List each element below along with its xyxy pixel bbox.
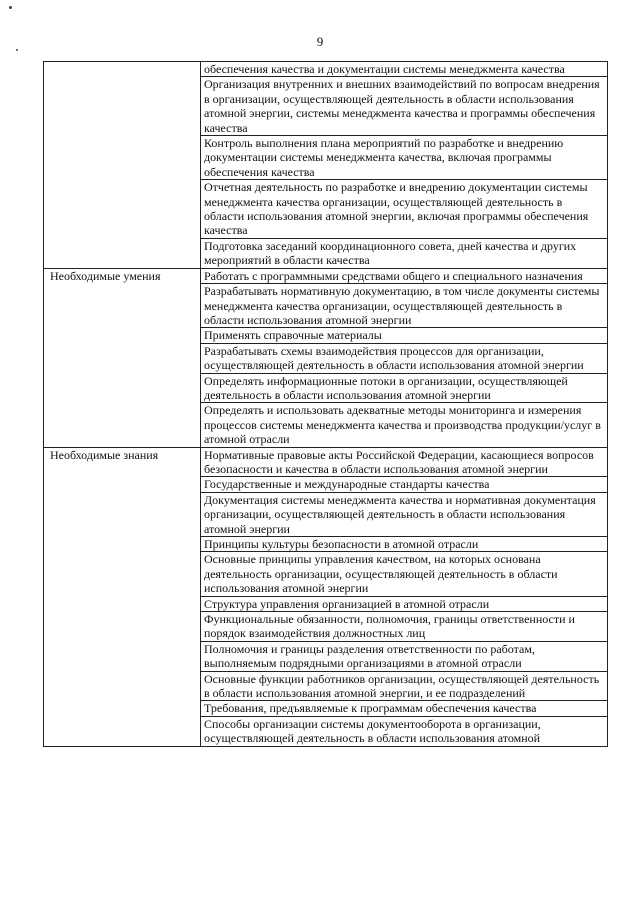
requirement-item: Нормативные правовые акты Российской Федерации, касающиеся вопросов безопасности и качества в области использования атомной энергии xyxy=(201,447,608,477)
requirement-item: Контроль выполнения плана мероприятий по разработке и внедрению документации системы менеджмента качества, включая программы обеспечения качества xyxy=(201,136,608,180)
requirement-item: Государственные и международные стандарты качества xyxy=(201,477,608,492)
scan-dot xyxy=(9,6,12,9)
requirement-item: Основные функции работников организации, осуществляющей деятельность в области использования атомной энергии, и ее подразделений xyxy=(201,671,608,701)
requirement-item: Основные принципы управления качеством, на которых основана деятельность организации, осуществляющей деятельность в области использования атомной энергии xyxy=(201,552,608,596)
page-number: 9 xyxy=(316,34,324,49)
section-label xyxy=(44,62,201,269)
requirement-item: Определять и использовать адекватные методы мониторинга и измерения процессов системы менеджмента качества и производства продукции/услуг в атомной отрасли xyxy=(201,403,608,447)
requirement-item: Документация системы менеджмента качества и нормативная документация организации, осуществляющей деятельность в области использования атомной энергии xyxy=(201,492,608,536)
requirement-item: Полномочия и границы разделения ответственности по работам, выполняемым подрядными организациями в атомной отрасли xyxy=(201,641,608,671)
requirement-item: Требования, предъявляемые к программам обеспечения качества xyxy=(201,701,608,716)
requirement-item: Организация внутренних и внешних взаимодействий по вопросам внедрения в организации, осуществляющей деятельность в области использования атомной энергии, системы менеджмента качества и программы обеспечения качества xyxy=(201,77,608,136)
section-label: Необходимые знания xyxy=(44,447,201,746)
requirement-item: Определять информационные потоки в организации, осуществляющей деятельность в области использования атомной энергии xyxy=(201,373,608,403)
requirement-item: Функциональные обязанности, полномочия, границы ответственности и порядок взаимодействия должностных лиц xyxy=(201,612,608,642)
requirement-item: обеспечения качества и документации системы менеджмента качества xyxy=(201,62,608,77)
qualification-table xyxy=(43,61,608,747)
requirement-item: Подготовка заседаний координационного совета, дней качества и других мероприятий в области качества xyxy=(201,238,608,268)
requirement-item: Отчетная деятельность по разработке и внедрению документации системы менеджмента качества организации, осуществляющей деятельность в области использования атомной энергии, включая программы обеспечения качества xyxy=(201,180,608,239)
section-label: Необходимые умения xyxy=(44,268,201,447)
table-row xyxy=(44,62,608,77)
requirement-item: Принципы культуры безопасности в атомной отрасли xyxy=(201,537,608,552)
requirement-item: Структура управления организацией в атомной отрасли xyxy=(201,596,608,611)
requirement-item: Работать с программными средствами общего и специального назначения xyxy=(201,268,608,283)
table-row xyxy=(44,268,608,283)
requirement-item: Применять справочные материалы xyxy=(201,328,608,343)
table-row xyxy=(44,447,608,477)
requirement-item: Способы организации системы документооборота в организации, осуществляющей деятельность в области использования атомной xyxy=(201,716,608,746)
requirement-item: Разрабатывать нормативную документацию, в том числе документы системы менеджмента качества организации, осуществляющей деятельность в области использования атомной энергии xyxy=(201,284,608,328)
requirement-item: Разрабатывать схемы взаимодействия процессов для организации, осуществляющей деятельность в области использования атомной энергии xyxy=(201,343,608,373)
